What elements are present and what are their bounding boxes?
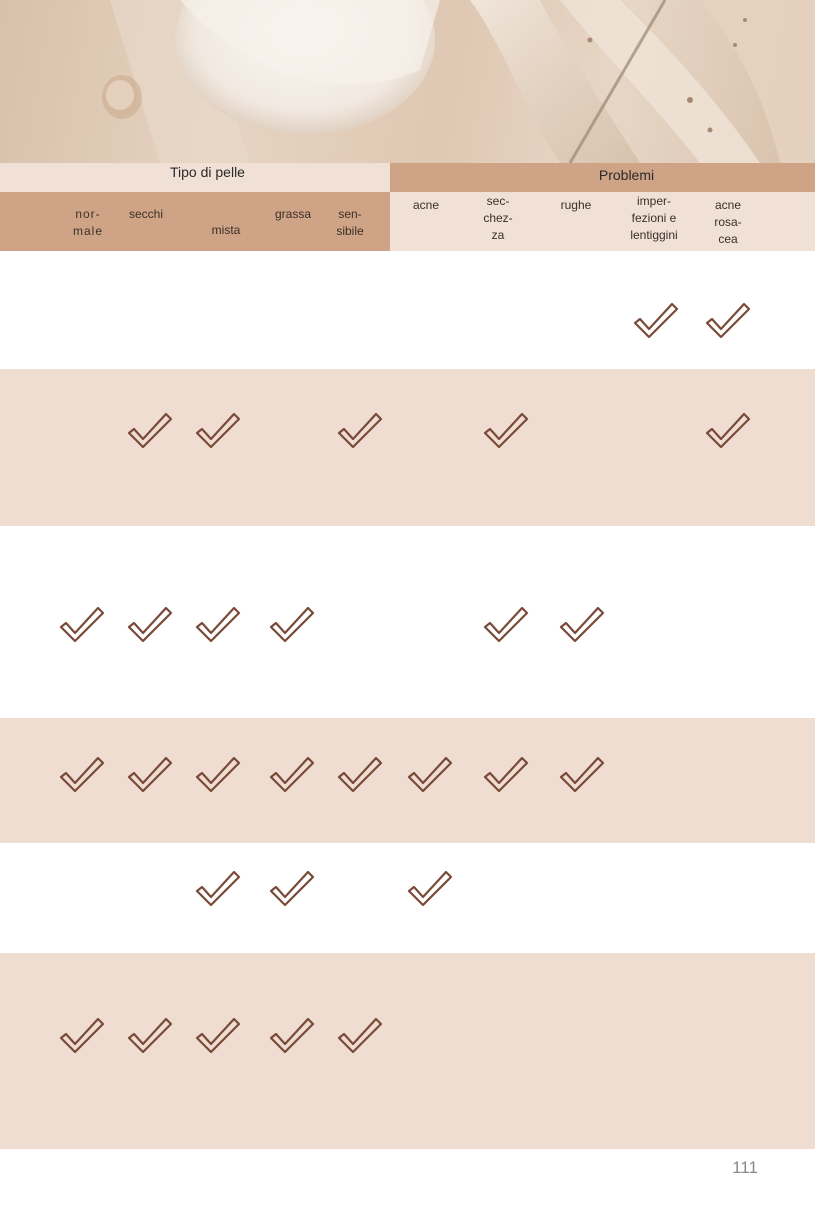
checkmark-icon [336,412,384,452]
checkmark-icon [194,1017,242,1057]
table-row-3 [0,526,815,718]
column-label-normale: nor- male [72,207,103,238]
checkmark-icon [704,412,752,452]
checkmark-icon [58,606,106,646]
skin-type-title: Tipo di pelle [170,164,245,180]
checkmark-icon [632,302,680,342]
checkmark-icon [482,606,530,646]
checkmark-icon [336,756,384,796]
checkmark-icon [194,756,242,796]
column-label-grassa: grassa [274,207,312,221]
column-label-imperfezioni: imper- fezioni e lentiggini [630,194,678,242]
checkmark-icon [558,756,606,796]
column-label-mista: mista [211,223,241,237]
column-label-acne: acne [412,198,440,212]
checkmark-icon [58,1017,106,1057]
checkmark-icon [126,606,174,646]
checkmark-icon [482,756,530,796]
checkmark-icon [336,1017,384,1057]
page-number: 111 [732,1158,758,1177]
table-row-1 [0,251,815,369]
checkmark-icon [194,412,242,452]
column-label-secchi: secchi [128,207,163,221]
checkmark-icon [704,302,752,342]
column-label-secchezza: sec- chez- za [483,194,513,242]
checkmark-icon [268,870,316,910]
column-label-acne-rosacea: acne rosa- cea [714,198,742,246]
checkmark-icon [482,412,530,452]
checkmark-icon [194,606,242,646]
table-row-6 [0,953,815,1149]
checkmark-icon [406,870,454,910]
hero-image [0,0,815,163]
checkmark-icon [268,606,316,646]
problems-title: Problemi [598,167,655,183]
checkmark-icon [558,606,606,646]
table-row-2 [0,369,815,526]
checkmark-icon [126,1017,174,1057]
checkmark-icon [126,412,174,452]
checkmark-icon [58,756,106,796]
checkmark-icon [268,1017,316,1057]
checkmark-icon [126,756,174,796]
checkmark-icon [406,756,454,796]
checkmark-icon [268,756,316,796]
checkmark-icon [194,870,242,910]
column-label-rughe: rughe [560,198,592,212]
column-label-sensibile: sen- sibile [336,207,364,238]
